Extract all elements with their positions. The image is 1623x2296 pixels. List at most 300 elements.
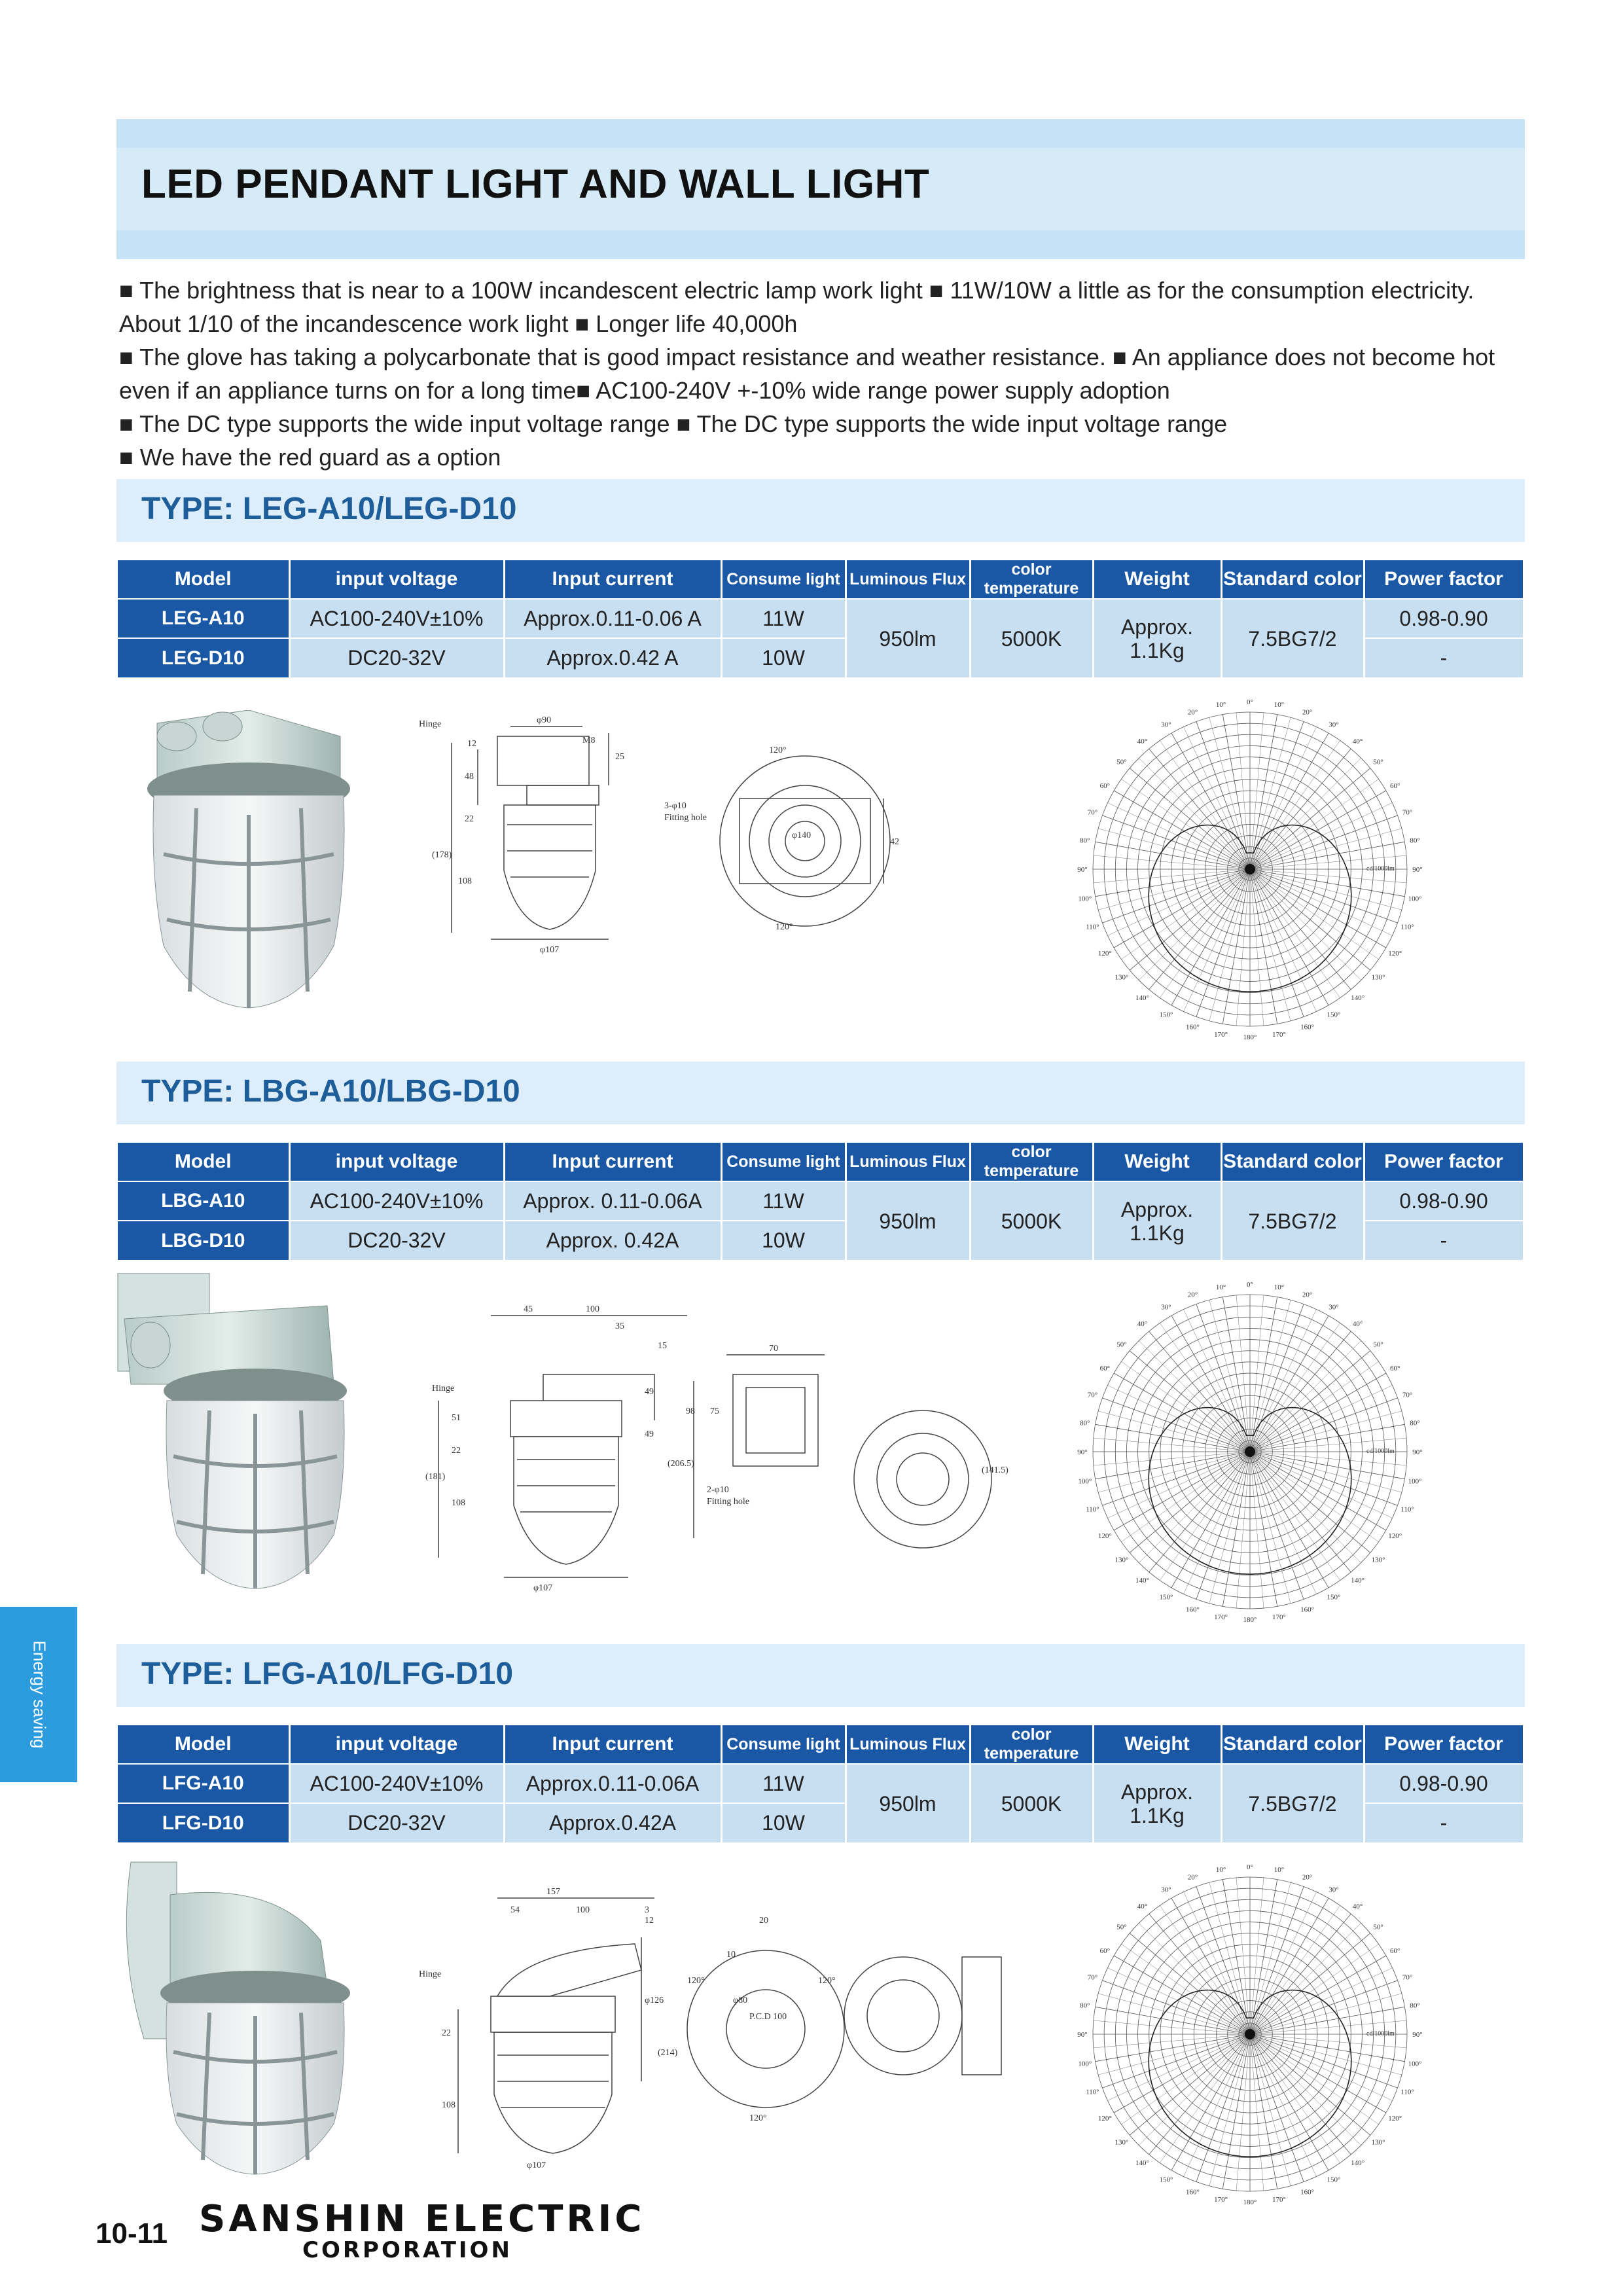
spec-table: [118, 560, 1525, 677]
drawing-label: 48: [465, 772, 474, 781]
drawing-label: 157: [546, 1887, 560, 1897]
polar-angle-label: 90°: [1412, 866, 1423, 874]
drawing-label: 3-φ10: [664, 801, 687, 811]
table-cell-current: Approx. 0.11-0.06A: [504, 1181, 721, 1221]
spec-table: [118, 1143, 1525, 1260]
drawing-label: (178): [432, 850, 452, 860]
polar-spoke: [1107, 1386, 1250, 1452]
polar-angle-label: 120°: [1388, 950, 1402, 958]
polar-spoke: [1209, 869, 1250, 1021]
polar-angle-label: 20°: [1302, 1873, 1313, 1882]
polar-spoke: [1250, 2034, 1264, 2191]
polar-angle-label: 170°: [1214, 2196, 1228, 2204]
table-header-cell: input voltage: [289, 1725, 504, 1764]
polar-angle-label: 120°: [1097, 2115, 1112, 2123]
intro-text: [119, 274, 1526, 474]
drawing-label: φ107: [540, 945, 560, 955]
polar-spoke: [1102, 1981, 1250, 2034]
table-header-cell: Model: [118, 1143, 289, 1181]
polar-angle-label: 160°: [1300, 1023, 1315, 1031]
polar-spoke: [1236, 1452, 1250, 1608]
polar-spoke: [1107, 869, 1250, 935]
table-cell-voltage: AC100-240V±10%: [289, 599, 504, 638]
table-cell-power-factor: -: [1364, 638, 1524, 677]
polar-angle-label: 70°: [1087, 808, 1098, 817]
polar-spoke: [1196, 721, 1250, 869]
polar-angle-label: 60°: [1389, 782, 1400, 790]
table-cell-std-color: 7.5BG7/2: [1221, 1181, 1364, 1260]
drawing-label: 49: [645, 1429, 654, 1439]
polar-angle-label: 50°: [1373, 758, 1383, 766]
light-distribution-chart: [1054, 1851, 1446, 2217]
polar-angle-label: 160°: [1185, 1023, 1200, 1031]
polar-angle-label: 10°: [1215, 1865, 1226, 1874]
polar-angle-label: 90°: [1412, 2031, 1423, 2039]
drawing-label: 2-φ10: [707, 1485, 729, 1495]
polar-spoke: [1094, 2034, 1250, 2048]
drawing-label: φ107: [527, 2161, 546, 2170]
polar-spoke: [1107, 803, 1250, 869]
table-cell-power-factor: -: [1364, 1221, 1524, 1260]
polar-angle-label: 140°: [1135, 994, 1149, 1003]
polar-angle-label: 140°: [1351, 994, 1365, 1003]
polar-spoke: [1196, 869, 1250, 1017]
drawing-label: 108: [452, 1498, 465, 1508]
polar-angle-label: 60°: [1099, 1365, 1111, 1372]
polar-angle-label: 0°: [1247, 698, 1253, 706]
polar-spoke: [1250, 1892, 1316, 2034]
polar-spoke: [1250, 1452, 1316, 1594]
polar-spoke: [1250, 1886, 1304, 2034]
polar-spoke: [1250, 1452, 1402, 1492]
polar-angle-label: 10°: [1215, 1283, 1226, 1291]
polar-angle-label: 20°: [1187, 1291, 1198, 1299]
polar-angle-label: 60°: [1099, 1947, 1111, 1955]
table-cell-model: LFG-D10: [118, 1803, 289, 1842]
table-cell-current: Approx.0.42A: [504, 1803, 721, 1842]
technical-drawing-leg: [399, 707, 916, 969]
table-cell-weight: Approx. 1.1Kg: [1093, 1181, 1221, 1260]
polar-angle-label: 50°: [1116, 758, 1127, 766]
page-title: LED PENDANT LIGHT AND WALL LIGHT: [141, 162, 930, 207]
type-heading: TYPE: LEG-A10/LEG-D10: [141, 492, 517, 526]
polar-angle-label: 90°: [1077, 1448, 1088, 1456]
drawing-label-hinge: Hinge: [432, 1384, 455, 1393]
table-header-cell: color temperature: [970, 560, 1093, 599]
polar-angle-label: 20°: [1302, 708, 1313, 717]
polar-spoke: [1102, 1452, 1250, 1505]
table-cell-color-temp: 5000K: [970, 599, 1093, 677]
polar-angle-label: 170°: [1272, 1613, 1286, 1622]
title-band-stripe-top: [116, 119, 1525, 148]
table-row: [118, 1764, 1524, 1803]
company-name: SANSHIN ELECTRIC: [199, 2198, 645, 2240]
table-header-cell: Model: [118, 1725, 289, 1764]
polar-angle-label: 80°: [1080, 836, 1090, 845]
table-row: [118, 1181, 1524, 1221]
polar-angle-label: 10°: [1274, 1283, 1285, 1291]
polar-unit-label: cd/1000lm: [1366, 2030, 1395, 2037]
polar-spoke: [1184, 1892, 1250, 2034]
intro-line: ■ The DC type supports the wide input voltage range ■ The DC type supports the wide input voltage range: [119, 410, 1228, 437]
polar-angle-label: 70°: [1402, 1973, 1413, 1982]
polar-spoke: [1250, 1994, 1402, 2034]
polar-angle-label: 20°: [1302, 1291, 1313, 1299]
polar-spoke: [1209, 1452, 1250, 1604]
table-cell-model: LEG-A10: [118, 599, 289, 638]
polar-angle-label: 170°: [1214, 1031, 1228, 1039]
polar-angle-label: 150°: [1159, 2176, 1173, 2184]
side-tab-label: Energy saving: [29, 1640, 50, 1749]
table-header-cell: Consume light: [721, 560, 846, 599]
polar-angle-label: 50°: [1373, 1340, 1383, 1349]
polar-spoke: [1107, 1968, 1250, 2034]
polar-angle-label: 120°: [1388, 1532, 1402, 1540]
polar-spoke: [1250, 2034, 1393, 2100]
table-header-cell: Consume light: [721, 1143, 846, 1181]
drawing-label: (214): [658, 2048, 678, 2058]
polar-angle-label: 130°: [1115, 2138, 1129, 2147]
table-cell-power-factor: 0.98-0.90: [1364, 1181, 1524, 1221]
intro-line: ■ We have the red guard as a option: [119, 444, 501, 471]
polar-spoke: [1107, 1452, 1250, 1518]
table-cell-model: LFG-A10: [118, 1764, 289, 1803]
title-band-stripe-bottom: [116, 230, 1525, 259]
intro-line: ■ The brightness that is near to a 100W incandescent electric lamp work light ■ 11W/10W a little as for the consumption electricity. About 1/10 of the incandescence work light ■ Longer life 40,000h: [119, 277, 1474, 337]
polar-spoke: [1250, 869, 1316, 1012]
table-header-cell: Weight: [1093, 1725, 1221, 1764]
table-cell-voltage: DC20-32V: [289, 1803, 504, 1842]
polar-angle-label: 50°: [1116, 1923, 1127, 1931]
table-cell-flux: 950lm: [846, 1764, 970, 1842]
polar-angle-label: 80°: [1410, 1419, 1420, 1427]
polar-spoke: [1094, 1438, 1250, 1452]
polar-angle-label: 110°: [1400, 2088, 1414, 2096]
polar-spoke: [1250, 2034, 1304, 2182]
polar-angle-label: 180°: [1243, 1616, 1257, 1624]
polar-angle-label: 160°: [1300, 2188, 1315, 2197]
polar-angle-label: 120°: [1388, 2115, 1402, 2123]
polar-angle-label: 20°: [1187, 1873, 1198, 1882]
polar-angle-label: 10°: [1274, 1865, 1285, 1874]
polar-spoke: [1250, 1386, 1393, 1452]
polar-angle-label: 30°: [1329, 1303, 1339, 1312]
polar-spoke: [1250, 2034, 1291, 2186]
polar-angle-label: 40°: [1352, 737, 1363, 745]
table-header-cell: Standard color: [1221, 560, 1364, 599]
intro-line: ■ The glove has taking a polycarbonate that is good impact resistance and weather resistance. ■ An appliance does not become hot even if an appliance turns on for a long time■ AC100-240V +-10% wide range power supply adoption: [119, 344, 1495, 404]
table-cell-color-temp: 5000K: [970, 1181, 1093, 1260]
polar-angle-label: 140°: [1135, 2159, 1149, 2168]
drawing-label: 22: [465, 814, 474, 824]
polar-angle-label: 20°: [1187, 708, 1198, 717]
polar-spoke: [1094, 869, 1250, 883]
polar-angle-label: 140°: [1135, 1577, 1149, 1585]
polar-angle-label: 100°: [1078, 1477, 1092, 1486]
table-row: [118, 599, 1524, 638]
polar-spoke: [1102, 1398, 1250, 1452]
table-header-cell: input voltage: [289, 560, 504, 599]
drawing-label: 120°: [769, 745, 787, 755]
type-heading-band: [116, 1644, 1525, 1707]
polar-angle-label: 120°: [1097, 950, 1112, 958]
polar-angle-label: 130°: [1371, 1556, 1385, 1564]
polar-spoke: [1250, 816, 1398, 869]
table-header-cell: color temperature: [970, 1143, 1093, 1181]
drawing-label: 42: [890, 837, 899, 847]
table-cell-weight: Approx. 1.1Kg: [1093, 1764, 1221, 1842]
table-header-cell: Weight: [1093, 560, 1221, 599]
polar-angle-label: 90°: [1077, 866, 1088, 874]
polar-angle-label: 0°: [1247, 1281, 1253, 1289]
table-header-cell: Input current: [504, 1725, 721, 1764]
drawing-label: 45: [524, 1304, 533, 1314]
drawing-label: 98: [686, 1407, 695, 1416]
polar-angle-label: 150°: [1159, 1593, 1173, 1602]
polar-spoke: [1250, 869, 1402, 910]
drawing-label: φ80: [733, 1996, 748, 2005]
table-cell-consume: 11W: [721, 1764, 846, 1803]
table-header-cell: Luminous Flux: [846, 1725, 970, 1764]
product-photo-lfg: [105, 1856, 366, 2176]
polar-spoke: [1250, 803, 1393, 869]
drawing-label: (181): [425, 1472, 446, 1482]
polar-angle-label: 160°: [1185, 2188, 1200, 2197]
polar-center: [1245, 864, 1255, 874]
polar-angle-label: 100°: [1078, 895, 1092, 903]
table-cell-model: LBG-A10: [118, 1181, 289, 1221]
table-header-cell: Weight: [1093, 1143, 1221, 1181]
type-heading-band: [116, 1062, 1525, 1124]
drawing-label: 49: [645, 1387, 654, 1397]
drawing-label: (206.5): [668, 1459, 694, 1469]
polar-angle-label: 160°: [1300, 1605, 1315, 1614]
polar-angle-label: 80°: [1080, 1419, 1090, 1427]
polar-angle-label: 100°: [1078, 2060, 1092, 2068]
polar-angle-label: 60°: [1389, 1947, 1400, 1955]
polar-angle-label: 150°: [1159, 1011, 1173, 1019]
polar-angle-label: 150°: [1327, 1593, 1341, 1602]
table-cell-current: Approx.0.11-0.06A: [504, 1764, 721, 1803]
polar-angle-label: 140°: [1351, 2159, 1365, 2168]
table-cell-voltage: AC100-240V±10%: [289, 1764, 504, 1803]
polar-angle-label: 70°: [1402, 1391, 1413, 1399]
polar-spoke: [1107, 2034, 1250, 2100]
polar-angle-label: 130°: [1371, 973, 1385, 982]
polar-angle-label: 40°: [1352, 1902, 1363, 1910]
polar-spoke: [1196, 1452, 1250, 1600]
polar-angle-label: 40°: [1352, 1319, 1363, 1328]
table-cell-flux: 950lm: [846, 599, 970, 677]
polar-angle-label: 130°: [1371, 2138, 1385, 2147]
polar-spoke: [1250, 2034, 1398, 2088]
polar-unit-label: cd/1000lm: [1366, 865, 1395, 872]
polar-angle-label: 170°: [1272, 1031, 1286, 1039]
polar-angle-label: 50°: [1116, 1340, 1127, 1349]
drawing-label: 108: [458, 876, 472, 886]
polar-spoke: [1250, 1452, 1398, 1505]
polar-spoke: [1250, 1981, 1398, 2034]
table-header-cell: Luminous Flux: [846, 560, 970, 599]
polar-angle-label: 10°: [1215, 700, 1226, 709]
polar-spoke: [1250, 1452, 1291, 1604]
drawing-label: 120°: [749, 2113, 767, 2123]
drawing-label: 10: [726, 1950, 736, 1960]
polar-angle-label: 180°: [1243, 1033, 1257, 1041]
drawing-label: 3: [645, 1905, 649, 1915]
type-heading: TYPE: LBG-A10/LBG-D10: [141, 1074, 520, 1109]
polar-spoke: [1250, 2034, 1316, 2177]
table-cell-power-factor: 0.98-0.90: [1364, 1764, 1524, 1803]
table-cell-consume: 10W: [721, 1803, 846, 1842]
polar-angle-label: 170°: [1214, 1613, 1228, 1622]
table-header-cell: color temperature: [970, 1725, 1093, 1764]
table-header-cell: Power factor: [1364, 1725, 1524, 1764]
polar-spoke: [1250, 869, 1291, 1021]
polar-spoke: [1250, 1452, 1264, 1608]
polar-angle-label: 70°: [1087, 1391, 1098, 1399]
polar-spoke: [1196, 1304, 1250, 1452]
polar-spoke: [1250, 1968, 1393, 2034]
light-distribution-chart: [1054, 686, 1446, 1052]
table-cell-std-color: 7.5BG7/2: [1221, 599, 1364, 677]
polar-angle-label: 100°: [1408, 895, 1422, 903]
polar-angle-label: 90°: [1412, 1448, 1423, 1456]
page-number: 10-11: [96, 2217, 168, 2250]
table-cell-flux: 950lm: [846, 1181, 970, 1260]
polar-spoke: [1250, 1452, 1393, 1518]
product-photo-lbg: [111, 1273, 360, 1594]
polar-angle-label: 120°: [1097, 1532, 1112, 1540]
polar-spoke: [1236, 869, 1250, 1026]
polar-spoke: [1184, 1309, 1250, 1452]
polar-angle-label: 30°: [1161, 1303, 1171, 1312]
polar-angle-label: 40°: [1137, 1319, 1148, 1328]
polar-angle-label: 110°: [1086, 1505, 1099, 1514]
polar-spoke: [1250, 2034, 1402, 2075]
polar-spoke: [1184, 2034, 1250, 2177]
table-cell-weight: Approx. 1.1Kg: [1093, 599, 1221, 677]
polar-angle-label: 150°: [1327, 2176, 1341, 2184]
table-cell-consume: 10W: [721, 1221, 846, 1260]
polar-spoke: [1209, 2034, 1250, 2186]
drawing-label: 100: [576, 1905, 590, 1915]
polar-spoke: [1098, 2034, 1250, 2075]
polar-angle-label: 110°: [1086, 2088, 1099, 2096]
technical-drawing-lfg: [419, 1885, 1021, 2173]
table-cell-consume: 11W: [721, 1181, 846, 1221]
polar-spoke: [1184, 869, 1250, 1012]
polar-angle-label: 70°: [1402, 808, 1413, 817]
table-header-cell: Luminous Flux: [846, 1143, 970, 1181]
polar-spoke: [1094, 1452, 1250, 1465]
polar-spoke: [1250, 721, 1304, 869]
polar-spoke: [1094, 2020, 1250, 2034]
polar-spoke: [1250, 1411, 1402, 1452]
table-cell-consume: 11W: [721, 599, 846, 638]
polar-angle-label: 30°: [1161, 721, 1171, 729]
product-photo-leg: [118, 710, 366, 1018]
polar-angle-label: 170°: [1272, 2196, 1286, 2204]
drawing-label: 20: [759, 1916, 768, 1926]
polar-center: [1245, 1446, 1255, 1457]
light-distribution-chart: [1054, 1268, 1446, 1635]
polar-angle-label: 0°: [1247, 1863, 1253, 1871]
table-header-cell: Standard color: [1221, 1143, 1364, 1181]
polar-spoke: [1102, 869, 1250, 923]
table-cell-voltage: DC20-32V: [289, 1221, 504, 1260]
polar-spoke: [1250, 869, 1304, 1017]
polar-angle-label: 40°: [1137, 737, 1148, 745]
polar-angle-label: 110°: [1086, 923, 1099, 931]
polar-spoke: [1250, 829, 1402, 869]
polar-angle-label: 30°: [1329, 1886, 1339, 1894]
polar-angle-label: 100°: [1408, 2060, 1422, 2068]
table-header-cell: Power factor: [1364, 560, 1524, 599]
polar-angle-label: 90°: [1077, 2031, 1088, 2039]
table-cell-current: Approx.0.11-0.06 A: [504, 599, 721, 638]
drawing-label: 54: [510, 1905, 520, 1915]
polar-spoke: [1196, 1886, 1250, 2034]
polar-unit-label: cd/1000lm: [1366, 1448, 1395, 1455]
type-heading: TYPE: LFG-A10/LFG-D10: [141, 1657, 514, 1691]
polar-angle-label: 10°: [1274, 700, 1285, 709]
drawing-label: 120°: [818, 1976, 836, 1986]
polar-spoke: [1098, 1452, 1250, 1492]
drawing-label: 35: [615, 1321, 624, 1331]
side-tab: [0, 1607, 77, 1782]
polar-spoke: [1236, 2034, 1250, 2191]
table-cell-voltage: AC100-240V±10%: [289, 1181, 504, 1221]
table-header-cell: Consume light: [721, 1725, 846, 1764]
table-header-cell: Model: [118, 560, 289, 599]
polar-spoke: [1102, 816, 1250, 869]
drawing-label: 22: [452, 1446, 461, 1456]
drawing-label: 15: [658, 1341, 667, 1351]
polar-spoke: [1250, 1309, 1316, 1452]
drawing-label: 100: [586, 1304, 599, 1314]
table-header-cell: Input current: [504, 1143, 721, 1181]
drawing-label: 120°: [776, 922, 793, 932]
polar-angle-label: 110°: [1400, 1505, 1414, 1514]
drawing-label: 25: [615, 752, 624, 762]
table-cell-current: Approx.0.42 A: [504, 638, 721, 677]
drawing-label: 51: [452, 1413, 461, 1423]
polar-angle-label: 130°: [1115, 973, 1129, 982]
polar-angle-label: 100°: [1408, 1477, 1422, 1486]
polar-angle-label: 30°: [1329, 721, 1339, 729]
drawing-label: 108: [442, 2100, 455, 2110]
drawing-label: φ90: [537, 715, 552, 725]
drawing-label: 12: [645, 1916, 654, 1926]
table-cell-model: LBG-D10: [118, 1221, 289, 1260]
drawing-label: P.C.D 100: [749, 2012, 787, 2022]
polar-spoke: [1098, 869, 1250, 910]
polar-spoke: [1098, 829, 1250, 869]
polar-spoke: [1250, 1452, 1304, 1600]
table-cell-color-temp: 5000K: [970, 1764, 1093, 1842]
drawing-label: 75: [710, 1407, 719, 1416]
type-heading-band: [116, 479, 1525, 542]
polar-angle-label: 180°: [1243, 2198, 1257, 2206]
drawing-label: (141.5): [982, 1465, 1008, 1475]
polar-spoke: [1250, 869, 1398, 923]
polar-angle-label: 110°: [1400, 923, 1414, 931]
polar-spoke: [1250, 726, 1316, 869]
polar-spoke: [1102, 2034, 1250, 2088]
table-header-cell: input voltage: [289, 1143, 504, 1181]
drawing-label: 70: [769, 1344, 778, 1354]
